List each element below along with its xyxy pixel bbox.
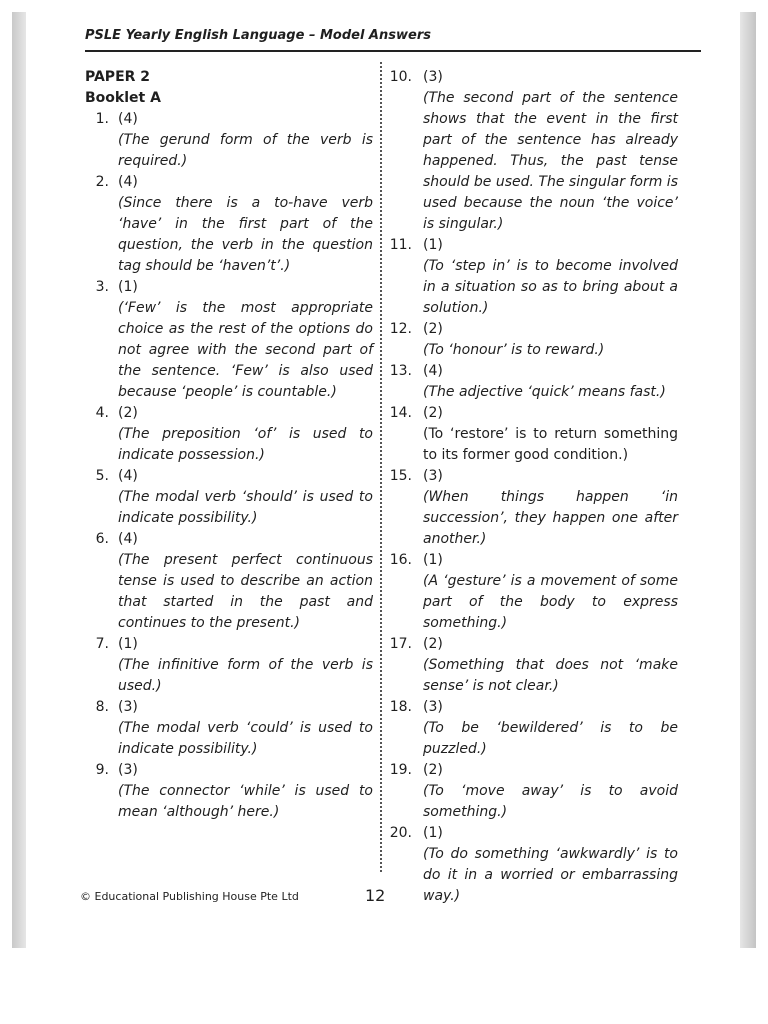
answer-item xyxy=(388,67,678,235)
answer-option: (2) xyxy=(423,762,443,778)
answer-item xyxy=(85,697,373,760)
question-number: 8. xyxy=(95,699,109,715)
answer-explanation: (A ‘gesture’ is a movement of some part of the body to express something.) xyxy=(423,573,678,631)
answer-item xyxy=(388,466,678,550)
answer-explanation: (‘Few’ is the most appropriate choice as the rest of the options do not agree with the second part of the sentence. ‘Few’ is also used because ‘people’ is countable.) xyxy=(118,300,373,400)
answer-explanation: (To ‘restore’ is to return something to its former good condition.) xyxy=(423,426,678,463)
answer-explanation: (To ‘move away’ is to avoid something.) xyxy=(423,783,678,820)
answer-explanation: (To ‘honour’ is to reward.) xyxy=(423,342,605,358)
answer-item xyxy=(388,760,678,823)
paper-title: PAPER 2 xyxy=(85,69,151,85)
question-number: 18. xyxy=(389,699,412,715)
answer-explanation: (The adjective ‘quick’ means fast.) xyxy=(423,384,666,400)
answer-explanation: (To ‘step in’ is to become involved in a situation so as to bring about a solution.) xyxy=(423,258,678,316)
question-number: 15. xyxy=(389,468,412,484)
answer-option: (3) xyxy=(118,762,138,778)
answer-explanation: (Something that does not ‘make sense’ is not clear.) xyxy=(423,657,678,694)
answer-item xyxy=(388,361,678,403)
question-number: 4. xyxy=(95,405,109,421)
answer-explanation: (The connector ‘while’ is used to mean ‘although’ here.) xyxy=(118,783,373,820)
question-number: 10. xyxy=(389,69,412,85)
answer-explanation: (The second part of the sentence shows that the event in the first part of the sentence has already happened. Thus, the past tense should be used. The singular form is used because the noun ‘the voice’ is singular.) xyxy=(423,90,678,232)
answer-item xyxy=(388,235,678,319)
question-number: 2. xyxy=(95,174,109,190)
answer-option: (3) xyxy=(423,468,443,484)
answer-item xyxy=(85,277,373,403)
question-number: 20. xyxy=(389,825,412,841)
answer-option: (2) xyxy=(118,405,138,421)
answer-option: (1) xyxy=(423,825,443,841)
answer-option: (1) xyxy=(118,636,138,652)
question-number: 12. xyxy=(389,321,412,337)
answer-item xyxy=(388,823,678,907)
answer-item xyxy=(85,529,373,634)
answer-explanation: (To be ‘bewildered’ is to be puzzled.) xyxy=(423,720,678,757)
answer-list-right xyxy=(388,67,678,907)
answer-explanation: (The modal verb ‘could’ is used to indicate possibility.) xyxy=(118,720,373,757)
document-page xyxy=(26,12,740,948)
answer-option: (2) xyxy=(423,636,443,652)
question-number: 16. xyxy=(389,552,412,568)
answer-option: (3) xyxy=(423,699,443,715)
question-number: 11. xyxy=(389,237,412,253)
answer-item xyxy=(388,319,678,361)
question-number: 9. xyxy=(95,762,109,778)
answer-option: (4) xyxy=(423,363,443,379)
booklet-title: Booklet A xyxy=(85,90,161,106)
answer-option: (1) xyxy=(423,552,443,568)
answer-item xyxy=(388,550,678,634)
answer-explanation: (The present perfect continuous tense is used to describe an action that started in the past and continues to the present.) xyxy=(118,552,373,631)
question-number: 13. xyxy=(389,363,412,379)
footer-copyright: © Educational Publishing House Pte Ltd xyxy=(80,890,299,903)
answer-option: (3) xyxy=(423,69,443,85)
left-column xyxy=(85,67,373,823)
answer-explanation: (Since there is a to-have verb ‘have’ in the first part of the question, the verb in the question tag should be ‘haven’t’.) xyxy=(118,195,373,274)
question-number: 14. xyxy=(389,405,412,421)
answer-explanation: (The modal verb ‘should’ is used to indicate possibility.) xyxy=(118,489,373,526)
scan-edge-right xyxy=(740,12,756,948)
answer-option: (3) xyxy=(118,699,138,715)
answer-option: (2) xyxy=(423,405,443,421)
answer-item xyxy=(85,634,373,697)
answer-item xyxy=(85,172,373,277)
question-number: 19. xyxy=(389,762,412,778)
answer-item xyxy=(85,466,373,529)
answer-explanation: (The preposition ‘of’ is used to indicate possession.) xyxy=(118,426,373,463)
question-number: 6. xyxy=(95,531,109,547)
answer-option: (1) xyxy=(423,237,443,253)
answer-explanation: (The infinitive form of the verb is used.) xyxy=(118,657,373,694)
running-header: PSLE Yearly English Language – Model Answers xyxy=(85,28,431,43)
answer-item xyxy=(85,760,373,823)
page-number: 12 xyxy=(365,886,386,905)
answer-option: (1) xyxy=(118,279,138,295)
answer-explanation: (When things happen ‘in succession’, they happen one after another.) xyxy=(423,489,678,547)
answer-option: (4) xyxy=(118,468,138,484)
answer-item xyxy=(388,697,678,760)
answer-explanation: (To do something ‘awkwardly’ is to do it in a worried or embarrassing way.) xyxy=(423,846,678,904)
answer-item xyxy=(85,403,373,466)
answer-explanation: (The gerund form of the verb is required.) xyxy=(118,132,373,169)
question-number: 5. xyxy=(95,468,109,484)
answer-item xyxy=(388,403,678,466)
question-number: 1. xyxy=(95,111,109,127)
scan-edge-left xyxy=(12,12,26,948)
answer-option: (4) xyxy=(118,174,138,190)
answer-item xyxy=(388,634,678,697)
answer-list-left xyxy=(85,109,373,823)
right-column xyxy=(388,67,678,907)
answer-option: (4) xyxy=(118,111,138,127)
answer-option: (4) xyxy=(118,531,138,547)
answer-item xyxy=(85,109,373,172)
answer-option: (2) xyxy=(423,321,443,337)
question-number: 7. xyxy=(95,636,109,652)
question-number: 3. xyxy=(95,279,109,295)
question-number: 17. xyxy=(389,636,412,652)
header-rule xyxy=(85,50,701,52)
